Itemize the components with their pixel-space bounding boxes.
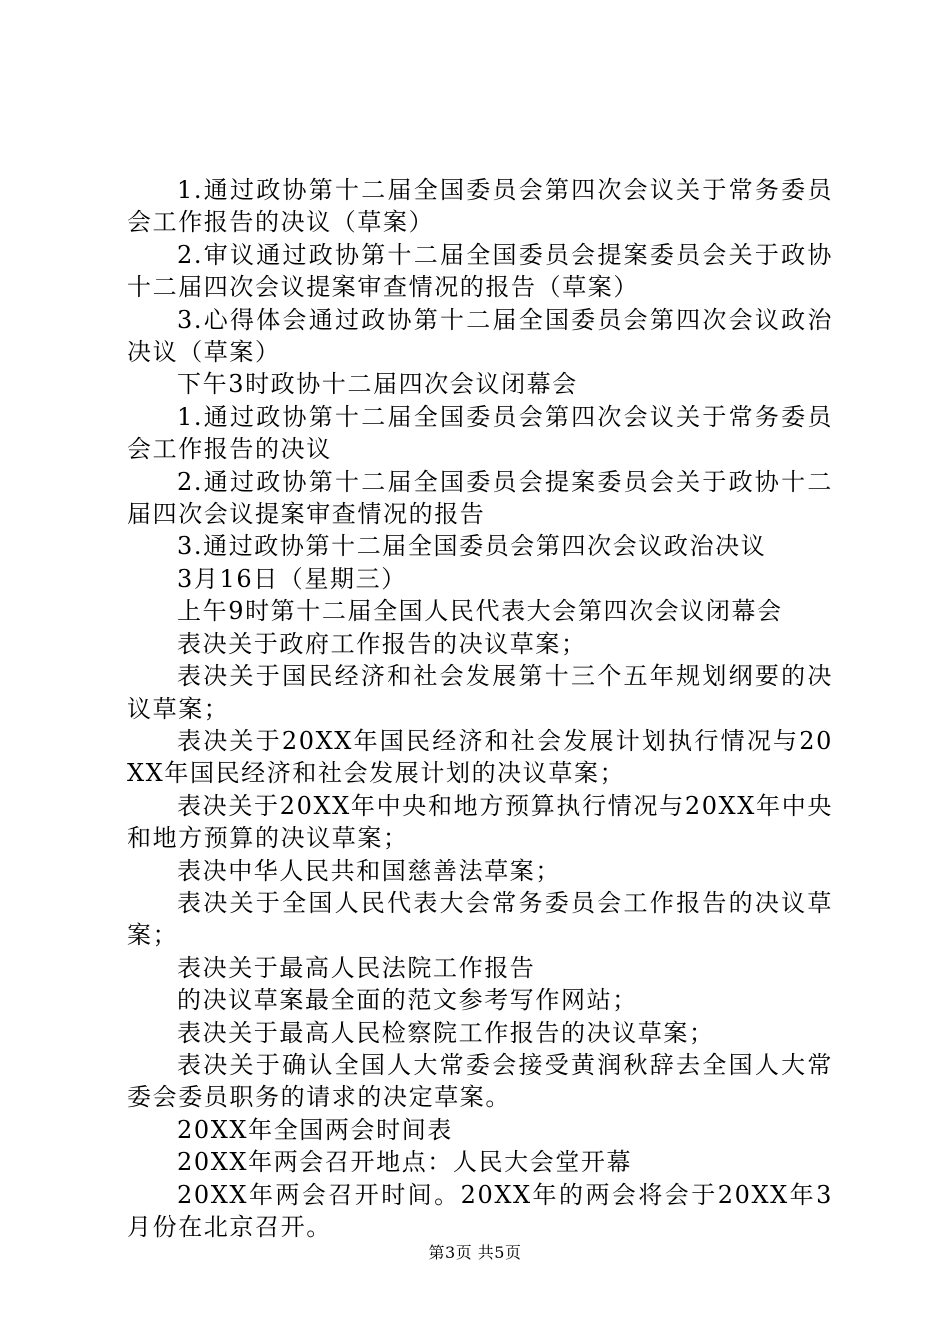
paragraph: 表决中华人民共和国慈善法草案； bbox=[177, 856, 561, 885]
paragraph: 2.通过政协第十二届全国委员会提案委员会关于政协十二届四次会议提案审查情况的报告 bbox=[127, 467, 833, 529]
paragraph: 20XX年两会召开地点：人民大会堂开幕 bbox=[177, 1148, 633, 1177]
paragraph: 2.审议通过政协第十二届全国委员会提案委员会关于政协十二届四次会议提案审查情况的报告（草案） bbox=[127, 240, 833, 302]
paragraph: 表决关于确认全国人大常委会接受黄润秋辞去全国人大常委会委员职务的请求的决定草案。 bbox=[127, 1050, 833, 1112]
document-body bbox=[127, 174, 833, 1243]
paragraph: 表决关于20XX年国民经济和社会发展计划执行情况与20XX年国民经济和社会发展计划的决议草案； bbox=[127, 726, 833, 788]
paragraph: 表决关于政府工作报告的决议草案； bbox=[177, 629, 587, 658]
paragraph: 1.通过政协第十二届全国委员会第四次会议关于常务委员会工作报告的决议（草案） bbox=[127, 176, 833, 237]
paragraph: 20XX年全国两会时间表 bbox=[177, 1115, 453, 1144]
paragraph: 的决议草案最全面的范文参考写作网站； bbox=[177, 986, 638, 1015]
paragraph: 上午9时第十二届全国人民代表大会第四次会议闭幕会 bbox=[177, 597, 783, 626]
paragraph: 3.心得体会通过政协第十二届全国委员会第四次会议政治决议（草案） bbox=[127, 305, 833, 367]
paragraph: 1.通过政协第十二届全国委员会第四次会议关于常务委员会工作报告的决议 bbox=[127, 402, 833, 464]
paragraph: 表决关于20XX年中央和地方预算执行情况与20XX年中央和地方预算的决议草案； bbox=[127, 791, 833, 853]
paragraph: 3月16日（星期三） bbox=[177, 564, 407, 593]
paragraph: 表决关于全国人民代表大会常务委员会工作报告的决议草案； bbox=[127, 888, 833, 950]
paragraph: 表决关于国民经济和社会发展第十三个五年规划纲要的决议草案； bbox=[127, 662, 833, 723]
page-number-footer: 第3页 共5页 bbox=[428, 1243, 522, 1262]
paragraph: 表决关于最高人民检察院工作报告的决议草案； bbox=[177, 1018, 715, 1047]
paragraph: 3.通过政协第十二届全国委员会第四次会议政治决议 bbox=[177, 532, 767, 561]
paragraph: 表决关于最高人民法院工作报告 bbox=[177, 953, 536, 982]
paragraph: 20XX年两会召开时间。20XX年的两会将会于20XX年3月份在北京召开。 bbox=[127, 1180, 833, 1241]
paragraph: 下午3时政协十二届四次会议闭幕会 bbox=[177, 370, 578, 399]
